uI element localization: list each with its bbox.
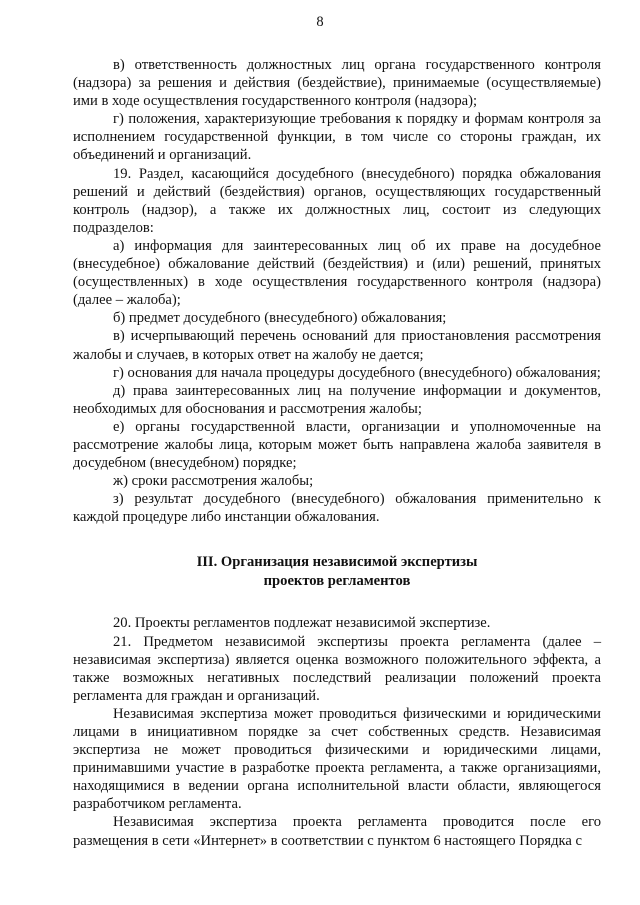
paragraph: в) ответственность должностных лиц органа государственного контроля (надзора) за решения и действия (бездействие), принимаемые (осуществляемые) ими в ходе осуществления государственного контроля (надзора); — [73, 57, 601, 110]
paragraphs-after-heading — [73, 614, 601, 849]
paragraph: а) информация для заинтересованных лиц об их праве на досудебное (внесудебное) обжалование действий (бездействия) и (или) решений, принятых (осуществленных) в ходе осуществления государственного контроля (надзора) (далее – жалоба); — [73, 237, 601, 309]
paragraph: г) положения, характеризующие требования к порядку и формам контроля за исполнением государственной функции, в том числе со стороны граждан, их объединений и организаций. — [73, 111, 601, 164]
paragraph: е) органы государственной власти, организации и уполномоченные на рассмотрение жалобы лица, которым может быть направлена жалоба заявителя в досудебном (внесудебном) порядке; — [73, 418, 601, 472]
paragraph: 20. Проекты регламентов подлежат независимой экспертизе. — [113, 615, 491, 632]
document-body — [73, 56, 601, 850]
page-number: 8 — [316, 14, 324, 30]
section-heading-line: проектов регламентов — [263, 572, 411, 589]
paragraphs-before-heading — [73, 56, 601, 526]
paragraph: 21. Предметом независимой экспертизы проекта регламента (далее – независимая экспертиза) является оценка возможного положительного эффекта, а также возможных негативных последствий реализации положений проекта регламента для граждан и организаций. — [73, 633, 601, 704]
paragraph: в) исчерпывающий перечень оснований для приостановления рассмотрения жалобы и случаев, в которых ответ на жалобу не дается; — [73, 328, 601, 363]
paragraph: Независимая экспертиза проекта регламента проводится после его размещения в сети «Интернет» в соответствии с пунктом 6 настоящего Порядка с — [73, 814, 601, 849]
paragraph: з) результат досудебного (внесудебного) обжалования применительно к каждой процедуре либо инстанции обжалования. — [73, 491, 601, 526]
section-heading-line: III. Организация независимой экспертизы — [196, 554, 478, 571]
paragraph: д) права заинтересованных лиц на получение информации и документов, необходимых для обоснования и рассмотрения жалобы; — [73, 382, 601, 417]
paragraph: б) предмет досудебного (внесудебного) обжалования; — [113, 310, 447, 327]
section-heading — [73, 553, 601, 590]
paragraph: Независимая экспертиза может проводиться физическими и юридическими лицами в инициативном порядке за счет собственных средств. Независимая экспертиза не может проводиться физическими и юридическими лицами, принимавшими участие в разработке проекта регламента, а также организациями, находящимися в ведении органа исполнительной власти области, являющегося разработчиком регламента. — [73, 705, 601, 813]
paragraph: ж) сроки рассмотрения жалобы; — [113, 473, 314, 490]
paragraph: 19. Раздел, касающийся досудебного (внесудебного) порядка обжалования решений и действий (бездействия) органов, осуществляющих государственный контроль (надзор), а также их должностных лиц, состоит из следующих подразделов: — [73, 165, 601, 236]
paragraph: г) основания для начала процедуры досудебного (внесудебного) обжалования; — [113, 364, 601, 381]
